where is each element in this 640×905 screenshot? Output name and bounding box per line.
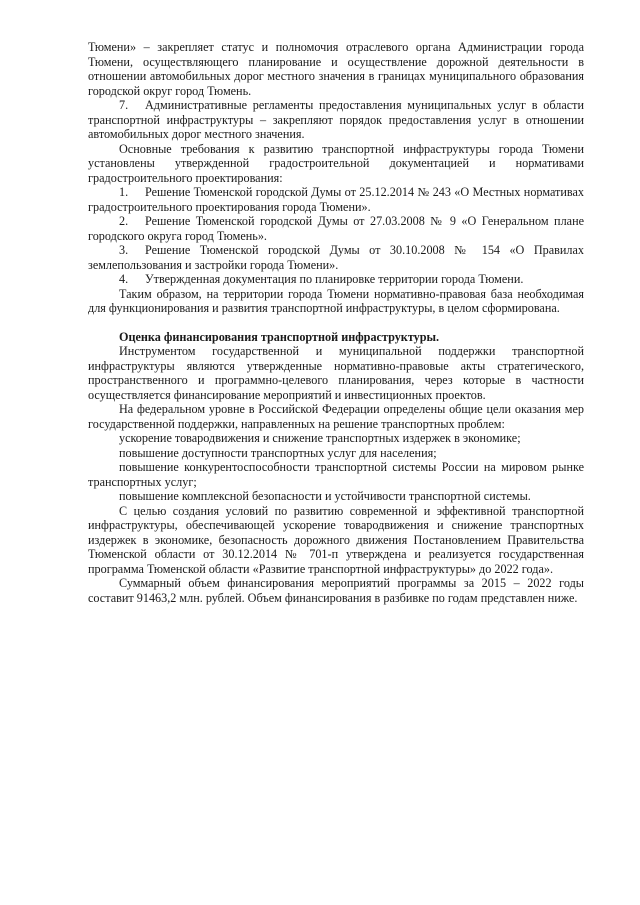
intro-paragraph: Тюмени» – закрепляет статус и полномочия отраслевого органа Администрации города Тюмени, осуществляющего планирование и осуществление дорожной деятельности в отношении автомобильных дорог местного значения в границах муниципального образования городской округ город Тюмень. xyxy=(88,40,584,98)
requirement-item xyxy=(88,243,584,272)
requirement-item xyxy=(88,214,584,243)
item-text: Решение Тюменской городской Думы от 30.10.2008 № 154 «О Правилах землепользования и застройки города Тюмени». xyxy=(88,243,584,272)
goal-item: повышение доступности транспортных услуг для населения; xyxy=(119,445,437,460)
item-number: 1. xyxy=(119,185,129,199)
item-number: 3. xyxy=(119,243,129,257)
item-number: 2. xyxy=(119,214,129,228)
item-number: 4. xyxy=(119,272,129,286)
goal-item: повышение комплексной безопасности и устойчивости транспортной системы. xyxy=(119,489,531,503)
total-financing-paragraph: Суммарный объем финансирования мероприятий программы за 2015 – 2022 годы составит 91463,2 млн. рублей. Объем финансирования в разбивке по годам представлен ниже. xyxy=(88,576,584,605)
conclusion-paragraph: Таким образом, на территории города Тюмени нормативно-правовая база необходимая для функционирования и развития транспортной инфраструктуры, в целом сформирована. xyxy=(88,286,584,315)
spacer xyxy=(88,316,584,330)
item-number: 7. xyxy=(119,98,129,112)
document-page xyxy=(88,40,584,605)
section-heading: Оценка финансирования транспортной инфраструктуры. xyxy=(119,329,440,344)
item-text: Решение Тюменской городской Думы от 25.12.2014 № 243 «О Местных нормативах градостроительного проектирования города Тюмени». xyxy=(88,185,584,214)
requirement-item xyxy=(88,272,584,287)
list-item-7 xyxy=(88,98,584,142)
item-text: Административные регламенты предоставления муниципальных услуг в области транспортной инфраструктуры – закрепляют порядок предоставления услуг в отношении автомобильных дорог местного значения. xyxy=(88,98,584,141)
requirements-intro: Основные требования к развитию транспортной инфраструктуры города Тюмени установлены утвержденной градостроительной документацией и нормативами градостроительного проектирования: xyxy=(88,141,584,185)
federal-paragraph: На федеральном уровне в Российской Федерации определены общие цели оказания мер государственной поддержки, направленных на решение транспортных проблем: xyxy=(88,402,584,431)
program-paragraph: С целью создания условий по развитию современной и эффективной транспортной инфраструктуры, обеспечивающей ускорение товародвижения и снижение транспортных издержек в экономике, безопасность дорожного движения Постановлением Правительства Тюменской области от 30.12.2014 № 701-п утверждена и реализуется государственная программа Тюменской области «Развитие транспортной инфраструктуры» до 2022 года». xyxy=(88,503,584,576)
item-text: Утвержденная документация по планировке территории города Тюмени. xyxy=(145,272,524,286)
item-text: Решение Тюменской городской Думы от 27.03.2008 № 9 «О Генеральном плане городского округа город Тюмень». xyxy=(88,214,584,243)
goal-item: повышение конкурентоспособности транспортной системы России на мировом рынке транспортных услуг; xyxy=(88,460,584,489)
requirement-item xyxy=(88,185,584,214)
instruments-paragraph: Инструментом государственной и муниципальной поддержки транспортной инфраструктуры являются утвержденные нормативно-правовые акты стратегического, пространственного и программно-целевого планирования, через которые в частности осуществляется финансирование мероприятий и инвестиционных проектов. xyxy=(88,344,584,402)
goal-item: ускорение товародвижения и снижение транспортных издержек в экономике; xyxy=(119,431,521,445)
